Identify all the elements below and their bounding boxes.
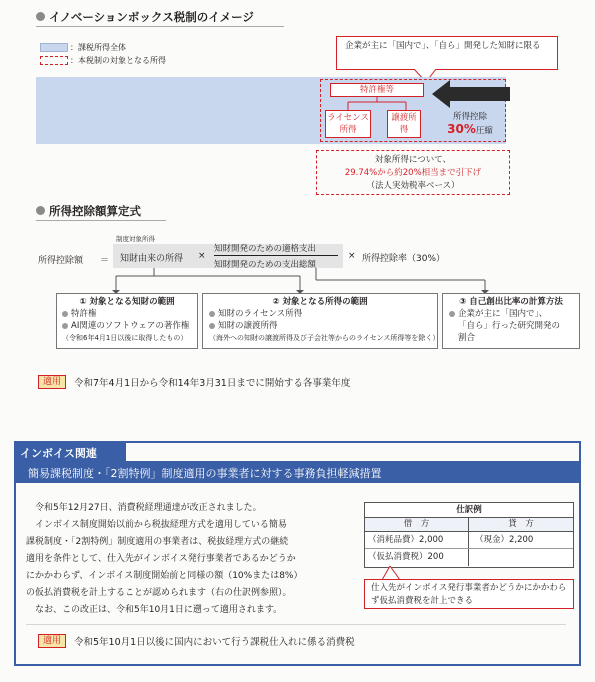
legend-swatch-target bbox=[40, 56, 68, 65]
formula-term1: 知財由来の所得 bbox=[120, 254, 184, 264]
apply-tag bbox=[38, 633, 66, 648]
formula-rate: 所得控除率（30%） bbox=[362, 254, 446, 264]
journal-cell-empty bbox=[469, 549, 573, 566]
journal-title: 仕訳例 bbox=[365, 503, 573, 518]
para-line: なお、この改正は、令和5年10月1日に遡って適用されます。 bbox=[35, 605, 283, 615]
invoice-heading: 簡易課税制度・「2割特例」制度適用の事業者に対する事務負担軽減措置 bbox=[14, 461, 581, 483]
box3-title: ③ 自己創出比率の計算方法 bbox=[459, 297, 563, 307]
legend-swatch-all bbox=[40, 43, 68, 52]
note-line1: 対象所得について、 bbox=[374, 155, 452, 165]
section2-title: 所得控除額算定式 bbox=[49, 204, 141, 218]
license-label: ライセンス所得 bbox=[327, 113, 369, 135]
apply-text: 令和7年4月1日から令和14年3月31日までに開始する各事業年度 bbox=[74, 378, 351, 389]
apply-tag-label: 適用 bbox=[38, 375, 66, 389]
journal-note-text: 仕入先がインボイス発行事業者かどうかにかかわらず仮払消費税を計上できる bbox=[371, 583, 567, 606]
box1-item-text: AI関連のソフトウェアの著作権 bbox=[71, 321, 190, 331]
bullet-icon bbox=[62, 311, 68, 317]
box3-text: 企業が主に「国内で」、 bbox=[458, 309, 548, 319]
bullet-icon bbox=[209, 323, 215, 329]
legend-label-target: ：本税制の対象となる所得 bbox=[70, 56, 166, 65]
journal-note-pointer bbox=[380, 566, 410, 580]
journal-row bbox=[365, 549, 573, 566]
journal-cell: （現金）2,200 bbox=[475, 535, 534, 545]
formula-lhs: 所得控除額 bbox=[38, 256, 84, 266]
box2-item-text: 知財の譲渡所得 bbox=[218, 321, 278, 331]
formula-connectors bbox=[100, 268, 570, 294]
scope-box-2 bbox=[202, 293, 438, 349]
debit-header: 借 方 bbox=[365, 518, 469, 531]
para-line: にかかわらず、インボイス制度開始前と同様の額（10%または8%） bbox=[26, 571, 303, 581]
scope-box-1 bbox=[56, 293, 198, 349]
deduction-label: 所得控除 bbox=[452, 112, 487, 122]
apply-tag-label: 適用 bbox=[38, 634, 66, 648]
box3-text: 「自ら」行った研究開発の bbox=[458, 321, 561, 331]
box2-item bbox=[209, 308, 431, 320]
box2-note: （海外への知財の譲渡所得及び子会社等からのライセンス所得等を除く） bbox=[209, 334, 440, 342]
para-line: 課税制度・「2割特例」制度適用の事業者は、税抜経理方式の継続 bbox=[26, 537, 289, 547]
apply-tag bbox=[38, 374, 66, 389]
divider bbox=[36, 220, 166, 221]
patent-connector bbox=[330, 96, 426, 110]
note-line2: 29.74%から約20%相当まで引下げ bbox=[344, 168, 482, 178]
bullet-icon bbox=[62, 323, 68, 329]
invoice-apply-text: 令和5年10月1日以後に国内において行う課税仕入れに係る消費税 bbox=[74, 637, 355, 648]
para-line: 適用を条件として、仕入先がインボイス発行事業者であるかどうか bbox=[26, 554, 296, 564]
deduction-suffix: 圧縮 bbox=[475, 126, 493, 136]
para-line: インボイス制度開始以前から税抜経理方式を適用している簡易 bbox=[35, 520, 287, 530]
box1-item bbox=[62, 320, 192, 332]
box2-title: ② 対象となる所得の範囲 bbox=[272, 297, 368, 307]
note-line3: （法人実効税率ベース） bbox=[366, 181, 460, 191]
journal-row bbox=[365, 532, 573, 549]
journal-header-row bbox=[365, 518, 573, 532]
box3-text: 割合 bbox=[458, 333, 476, 343]
legend-label-all: ：課税所得全体 bbox=[70, 43, 126, 52]
callout-box bbox=[336, 36, 558, 70]
journal-cell: （仮払消費税）200 bbox=[365, 549, 469, 566]
invoice-tab: インボイス関連 bbox=[14, 441, 126, 461]
formula-equals: ＝ bbox=[100, 256, 110, 266]
license-box bbox=[325, 110, 371, 138]
journal-cell: （消耗品費）2,000 bbox=[365, 532, 469, 548]
para-line: 令和5年12月27日、消費税経理通達が改正されました。 bbox=[35, 503, 262, 513]
box2-item-text: 知財のライセンス所得 bbox=[218, 309, 303, 319]
box1-note: （令和6年4月1日以後に取得したもの） bbox=[62, 334, 188, 342]
patent-box bbox=[330, 83, 424, 97]
callout-text: 企業が主に「国内で」、「自ら」開発した知財に限る bbox=[345, 41, 541, 51]
divider bbox=[26, 624, 566, 625]
patent-label: 特許権等 bbox=[359, 85, 394, 95]
scope-box-3 bbox=[442, 293, 580, 349]
transfer-box bbox=[387, 110, 421, 138]
journal-table bbox=[364, 502, 574, 568]
box2-item bbox=[209, 320, 431, 332]
divider bbox=[36, 26, 284, 27]
bullet-icon bbox=[209, 311, 215, 317]
bullet-icon bbox=[449, 311, 455, 317]
para-line: の仮払消費税を計上することが認められます（右の仕訳例参照）。 bbox=[26, 588, 292, 598]
deduction-rate bbox=[436, 122, 504, 136]
box1-item bbox=[62, 308, 192, 320]
formula-times2: × bbox=[348, 251, 356, 261]
formula-numerator: 知財開発のための適格支出 bbox=[214, 244, 317, 254]
transfer-label: 譲渡所得 bbox=[391, 113, 417, 135]
formula-denominator: 知財開発のための支出総額 bbox=[214, 260, 317, 270]
box1-item-text: 特許権 bbox=[71, 309, 97, 319]
formula-small-label: 制度対象所得 bbox=[116, 235, 155, 243]
deduction-pct: 30% bbox=[447, 122, 476, 136]
fraction-bar bbox=[214, 255, 338, 256]
credit-header: 貸 方 bbox=[508, 519, 534, 529]
journal-note bbox=[364, 579, 574, 609]
section-bullet-icon bbox=[36, 12, 45, 21]
box3-line bbox=[449, 308, 573, 320]
tax-rate-note bbox=[316, 150, 510, 195]
formula-times1: × bbox=[198, 251, 206, 261]
left-arrow-icon bbox=[432, 80, 510, 108]
box1-title: ① 対象となる知財の範囲 bbox=[79, 297, 175, 307]
section-bullet-icon bbox=[36, 206, 45, 215]
invoice-paragraph bbox=[26, 500, 356, 619]
section1-title: イノベーションボックス税制のイメージ bbox=[49, 10, 254, 24]
